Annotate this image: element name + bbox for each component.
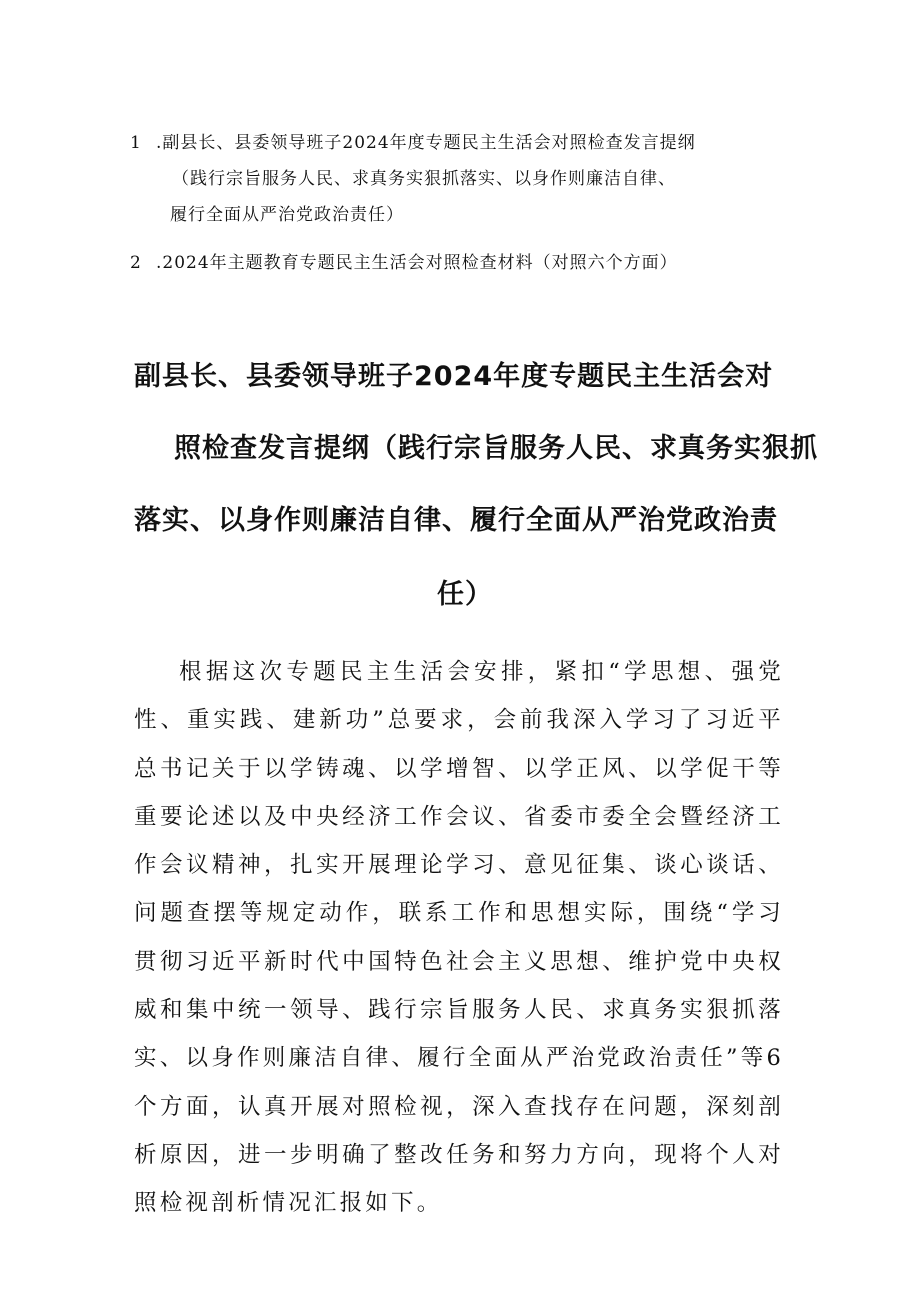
toc-item-text: .2024年主题教育专题民主生活会对照检查材料（对照六个方面） (156, 253, 678, 273)
document-title-line-4: 任） (437, 579, 493, 610)
toc-item-2[interactable] (130, 248, 810, 278)
document-title-line-1: 副县长、县委领导班子2024年度专题民主生活会对 (134, 361, 774, 392)
document-title-line-3: 落实、以身作则廉洁自律、履行全面从严治党政治责 (134, 505, 778, 536)
toc-item-1-continuation-1: （践行宗旨服务人民、求真务实狠抓落实、以身作则廉洁自律、 (172, 169, 676, 189)
toc-item-number: 2 (130, 253, 142, 273)
toc-item-1-continuation-2: 履行全面从严治党政治责任） (170, 205, 404, 225)
body-paragraph: 根据这次专题民主生活会安排，紧扣“学思想、强党性、重实践、建新功”总要求，会前我深入学习了习近平总书记关于以学铸魂、以学增智、以学正风、以学促干等重要论述以及中央经济工作会议、省委市委全会暨经济工作会议精神，扎实开展理论学习、意见征集、谈心谈话、问题查摆等规定动作，联系工作和思想实际，围绕“学习贯彻习近平新时代中国特色社会主义思想、维护党中央权威和集中统一领导、践行宗旨服务人民、求真务实狠抓落实、以身作则廉洁自律、履行全面从严治党政治责任”等6个方面，认真开展对照检视，深入查找存在问题，深刻剖析原因，进一步明确了整改任务和努力方向，现将个人对照检视剖析情况汇报如下。 (134, 659, 784, 1217)
toc-item-1[interactable] (130, 128, 810, 158)
document-title-line-2: 照检查发言提纲（践行宗旨服务人民、求真务实狠抓 (174, 433, 818, 464)
table-of-contents (130, 128, 810, 278)
toc-item-number: 1 (130, 133, 142, 153)
toc-item-text: .副县长、县委领导班子2024年度专题民主生活会对照检查发言提纲 (156, 133, 696, 153)
